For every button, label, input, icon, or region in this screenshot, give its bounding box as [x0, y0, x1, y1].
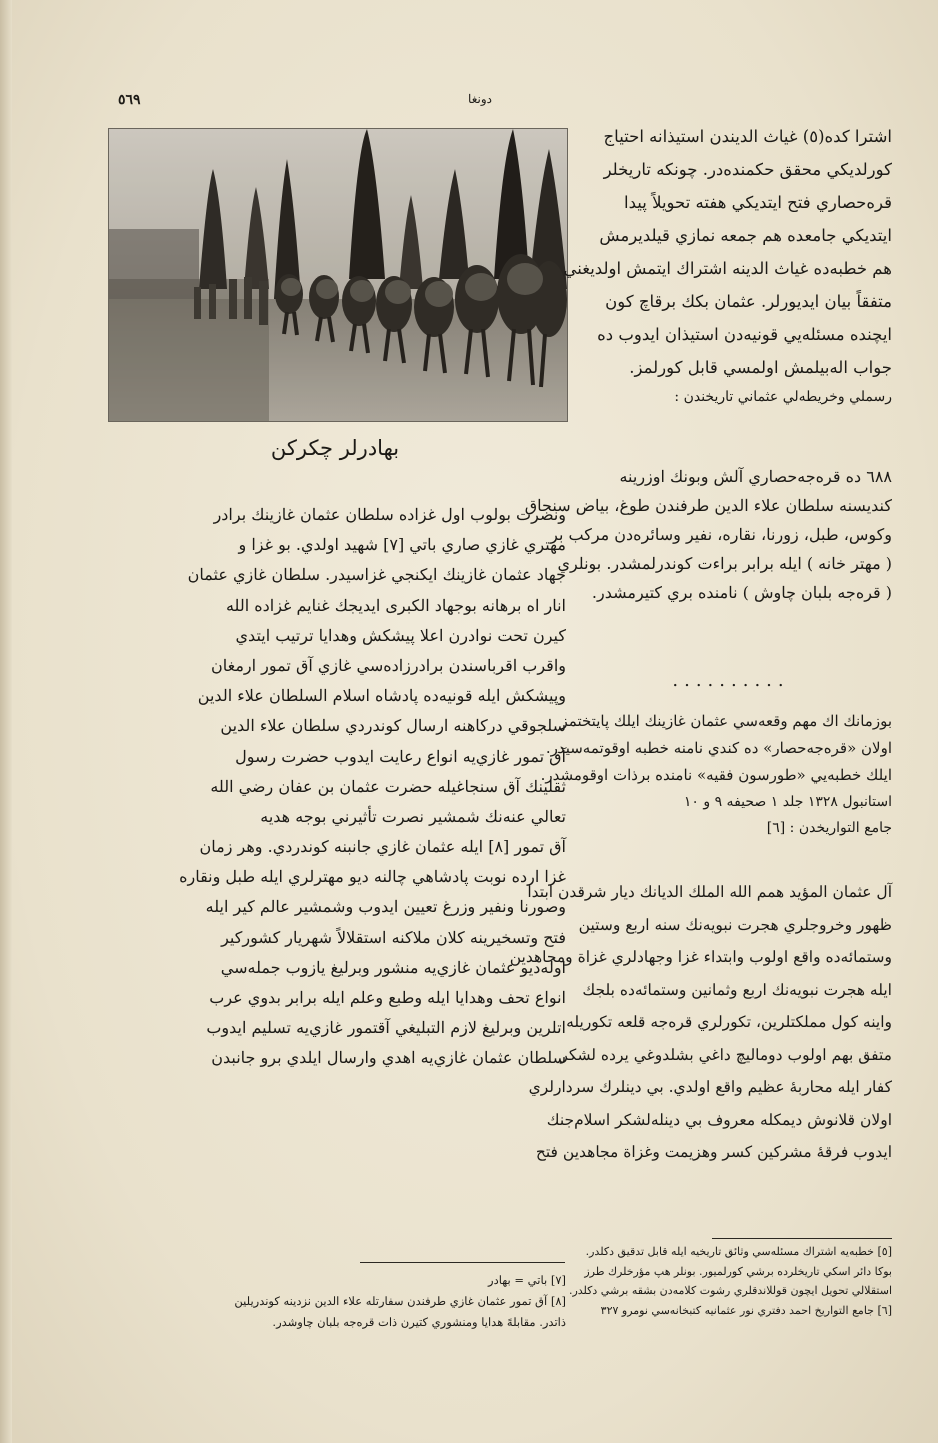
footnote: ذاتدر. مقابله‌ً هدايا ومنشوري كتيرن ذات قره‌جه بلبان چاوشدر.	[272, 1315, 566, 1329]
text-line: ايلك خطبه‌يي «طورسون فقيه» نامنده برذات اوقومشدر.	[540, 766, 892, 784]
text-line: كنديسنه سلطان علاء الدين طرفندن طوغ، بياض سنجاق	[524, 496, 892, 515]
text-line: انار اه برهانه بوجهاد الكبرى ايديجك غنايم غزاده الله	[225, 595, 566, 615]
footnote: بوكا دائر اسكي تاريخلرده برشي كورلميور. بونلر هپ مؤرخلرك طرز	[584, 1264, 892, 1278]
text-line: متفق بهم اولوب دومالیچ داغي بشلدوغي يرده لشكر	[560, 1045, 892, 1064]
soldiers-marching-photo	[108, 128, 568, 422]
footnote-rule	[712, 1238, 892, 1239]
page-gutter-shadow	[0, 0, 12, 1443]
text-line: بوزمانك اك مهم وقعه‌سي عثمان غازينك ايلك پايتختمز	[560, 712, 892, 730]
footnote-rule	[360, 1262, 565, 1263]
text-line: اوله‌ديو عثمان غازي‌يه منشور وبرليغ يازوب جمله‌سي	[220, 957, 566, 977]
text-line: انواع تحف وهدايا ايله وطبع وعلم ايله برابر بدوي عرب	[209, 988, 566, 1007]
photo-image	[109, 129, 567, 421]
text-line: كيرن تحت نوادرن اعلا پيشكش وهدايا ترتيب ايتدي	[235, 625, 566, 645]
text-line: ثقلينك آق سنجاغيله حضرت عثمان بن عفان رضي الله	[210, 776, 566, 796]
left-footnotes	[112, 1270, 566, 1333]
text-line: مهتري غازي صاري باتي [٧] شهيد اولدي. بو غزا و	[238, 535, 566, 555]
text-line: وپيشكش ايله قونيه‌ده پادشاه اسلام السلطان علاء الدين	[197, 686, 566, 706]
text-line: ايدوب فرقهٔ مشركين كسر وهزيمت وغزاة مجاهدين فتح	[535, 1143, 892, 1161]
right-column-quoted-text	[524, 462, 892, 607]
text-line: جواب اله‌بيلمش اولمسي قابل كورلمز.	[629, 358, 892, 377]
text-line: سلطان عثمان غازي‌يه اهدي وارسال ايلدي برو جانبدن	[211, 1048, 566, 1068]
text-line: واينه كول مملكتلرين، تكورلري قره‌جه قلعه تكوريله	[566, 1013, 892, 1031]
text-line: كفار ايله محاربهٔ عظيم واقع اولدي. بي دينلرك سردارلري	[528, 1078, 892, 1096]
text-line: قره‌حصاري فتح ايتديكي هفته تحويلاً پيدا	[624, 193, 892, 212]
footnote: [٦] جامع التواريخ احمد دفتري نور عثمانيه كتبخانه‌سي نومرو ٣٢٧	[600, 1303, 892, 1317]
text-line: ( مهتر خانه ) ايله برابر براءت كوندرلمشدر. بونلري	[557, 554, 892, 573]
text-line: اتلرين وبرليغ لازم التبليغي آقتمور غازي‌يه تسليم ايدوب	[206, 1018, 566, 1038]
text-line: اولان قلانوش ديمكله معروف بي دينله‌لشكر اسلام‌جنك	[546, 1110, 892, 1129]
text-line: ٦٨٨ ده قره‌جه‌حصاري آلش وبونك اوزرينه	[619, 467, 892, 486]
text-line: غزا ارده نوبت پادشاهي چالنه ديو مهترلري ايله طبل ونقاره	[179, 867, 566, 887]
text-line: وصورنا ونفير وزرغ تعيين ايدوب وشمشير عالم كير ايله	[205, 897, 566, 917]
running-header: دونغا	[468, 92, 492, 106]
left-column-text	[112, 500, 566, 1074]
text-line: جهاد عثمان غازينك ايكنجي غزاسيدر. سلطان غازي عثمان	[187, 565, 566, 585]
text-line: آل عثمان المؤيد همم الله الملك الديانك ديار شرقدن ابتدا	[527, 883, 892, 901]
source-citation: استانبول ١٣٢٨ جلد ١ صحيفه ٩ و ١٠	[683, 794, 892, 810]
text-line: اشترا كده(٥) غياث الديندن استيذانه احتياج	[603, 127, 892, 146]
source-citation: رسملي وخريطه‌لي عثماني تاريخندن :	[674, 389, 892, 405]
right-column-top-text	[563, 120, 892, 410]
footnote: [٥] خطبه‌يه اشتراك مسئله‌سي وثائق تاريخيه ايله قابل تدقيق دكلدر.	[585, 1245, 892, 1258]
text-line: وكوس، طبل، زورنا، نقاره، نفير وسائره‌دن مركب بر	[550, 525, 892, 544]
right-footnotes	[570, 1242, 892, 1320]
source-citation: جامع التواريخدن : [٦]	[766, 820, 892, 836]
text-line: ظهور وخروجلري هجرت نبويه‌نك سنه اربع وستين	[578, 915, 892, 934]
photo-caption: بهادرلر چکرکن	[270, 436, 400, 460]
text-line: سلجوقي دركاهنه ارسال كوندردي سلطان علاء الدين	[220, 716, 566, 736]
text-line: ايچنده مسئله‌يي قونيه‌دن استيذان ايدوب ده	[597, 325, 892, 344]
right-column-bottom-text	[509, 876, 892, 1169]
right-column-lower-text	[540, 708, 892, 841]
text-line: ايله هجرت نبويه‌نك اربع وثمانين وستمائه‌ده بلجك	[582, 980, 892, 999]
text-line: واقرب اقرباسندن برادرزاده‌سي غازي آق تمور ارمغان	[211, 655, 566, 675]
text-line: ونصرت بولوب اول غزاده سلطان عثمان غازينك برادر	[213, 505, 566, 524]
text-line: اولان «قره‌جه‌حصار» ده كندي نامنه خطبه اوقوتمه‌سيدر.	[545, 739, 892, 757]
text-line: وستمائه‌ده واقع اولوب وابتداء غزا وجهادلري غزاة ومجاهدين	[509, 948, 892, 966]
text-line: آق تمور [٨] ايله عثمان غازي جانبنه كوندردي. وهر زمان	[199, 837, 566, 857]
text-line: ( قره‌جه بلبان چاوش ) نامنده بري كتيرمشدر.	[591, 583, 892, 602]
section-separator: ..........	[672, 670, 790, 691]
text-line: متفقاً بيان ايديورلر. عثمان بكك برقاچ كون	[605, 292, 892, 311]
text-line: هم خطبه‌ده غياث الدينه اشتراك ايتمش اولديغني	[563, 259, 892, 278]
text-line: تعالي عنه‌نك شمشير نصرت تأثيرني بوجه هديه	[260, 806, 566, 826]
text-line: آق تمور غازي‌يه انواع رعايت ايدوب حضرت رسول	[235, 746, 566, 766]
text-line: ايتديكي جامعده هم جمعه نمازي قيلديرمش	[599, 226, 892, 245]
page-number: ٥٦٩	[118, 92, 141, 108]
text-line: كورلديكي محقق حكمنده‌در. چونكه تاريخلر	[603, 160, 892, 179]
footnote: [٧] باتي = بهادر	[488, 1273, 566, 1287]
text-line: فتح وتسخيرينه كلان ملاكنه استقلالاً شهريار كشوركير	[221, 927, 566, 947]
footnote: استقلالي تحويل ايچون قوللاندقلري رشوت كلامه‌دن بشقه برشي دكلدر.	[568, 1284, 892, 1297]
footnote: [٨] آق تمور عثمان غازي طرفندن سفارتله علاء الدين نزدينه كوندريلين	[234, 1294, 566, 1308]
